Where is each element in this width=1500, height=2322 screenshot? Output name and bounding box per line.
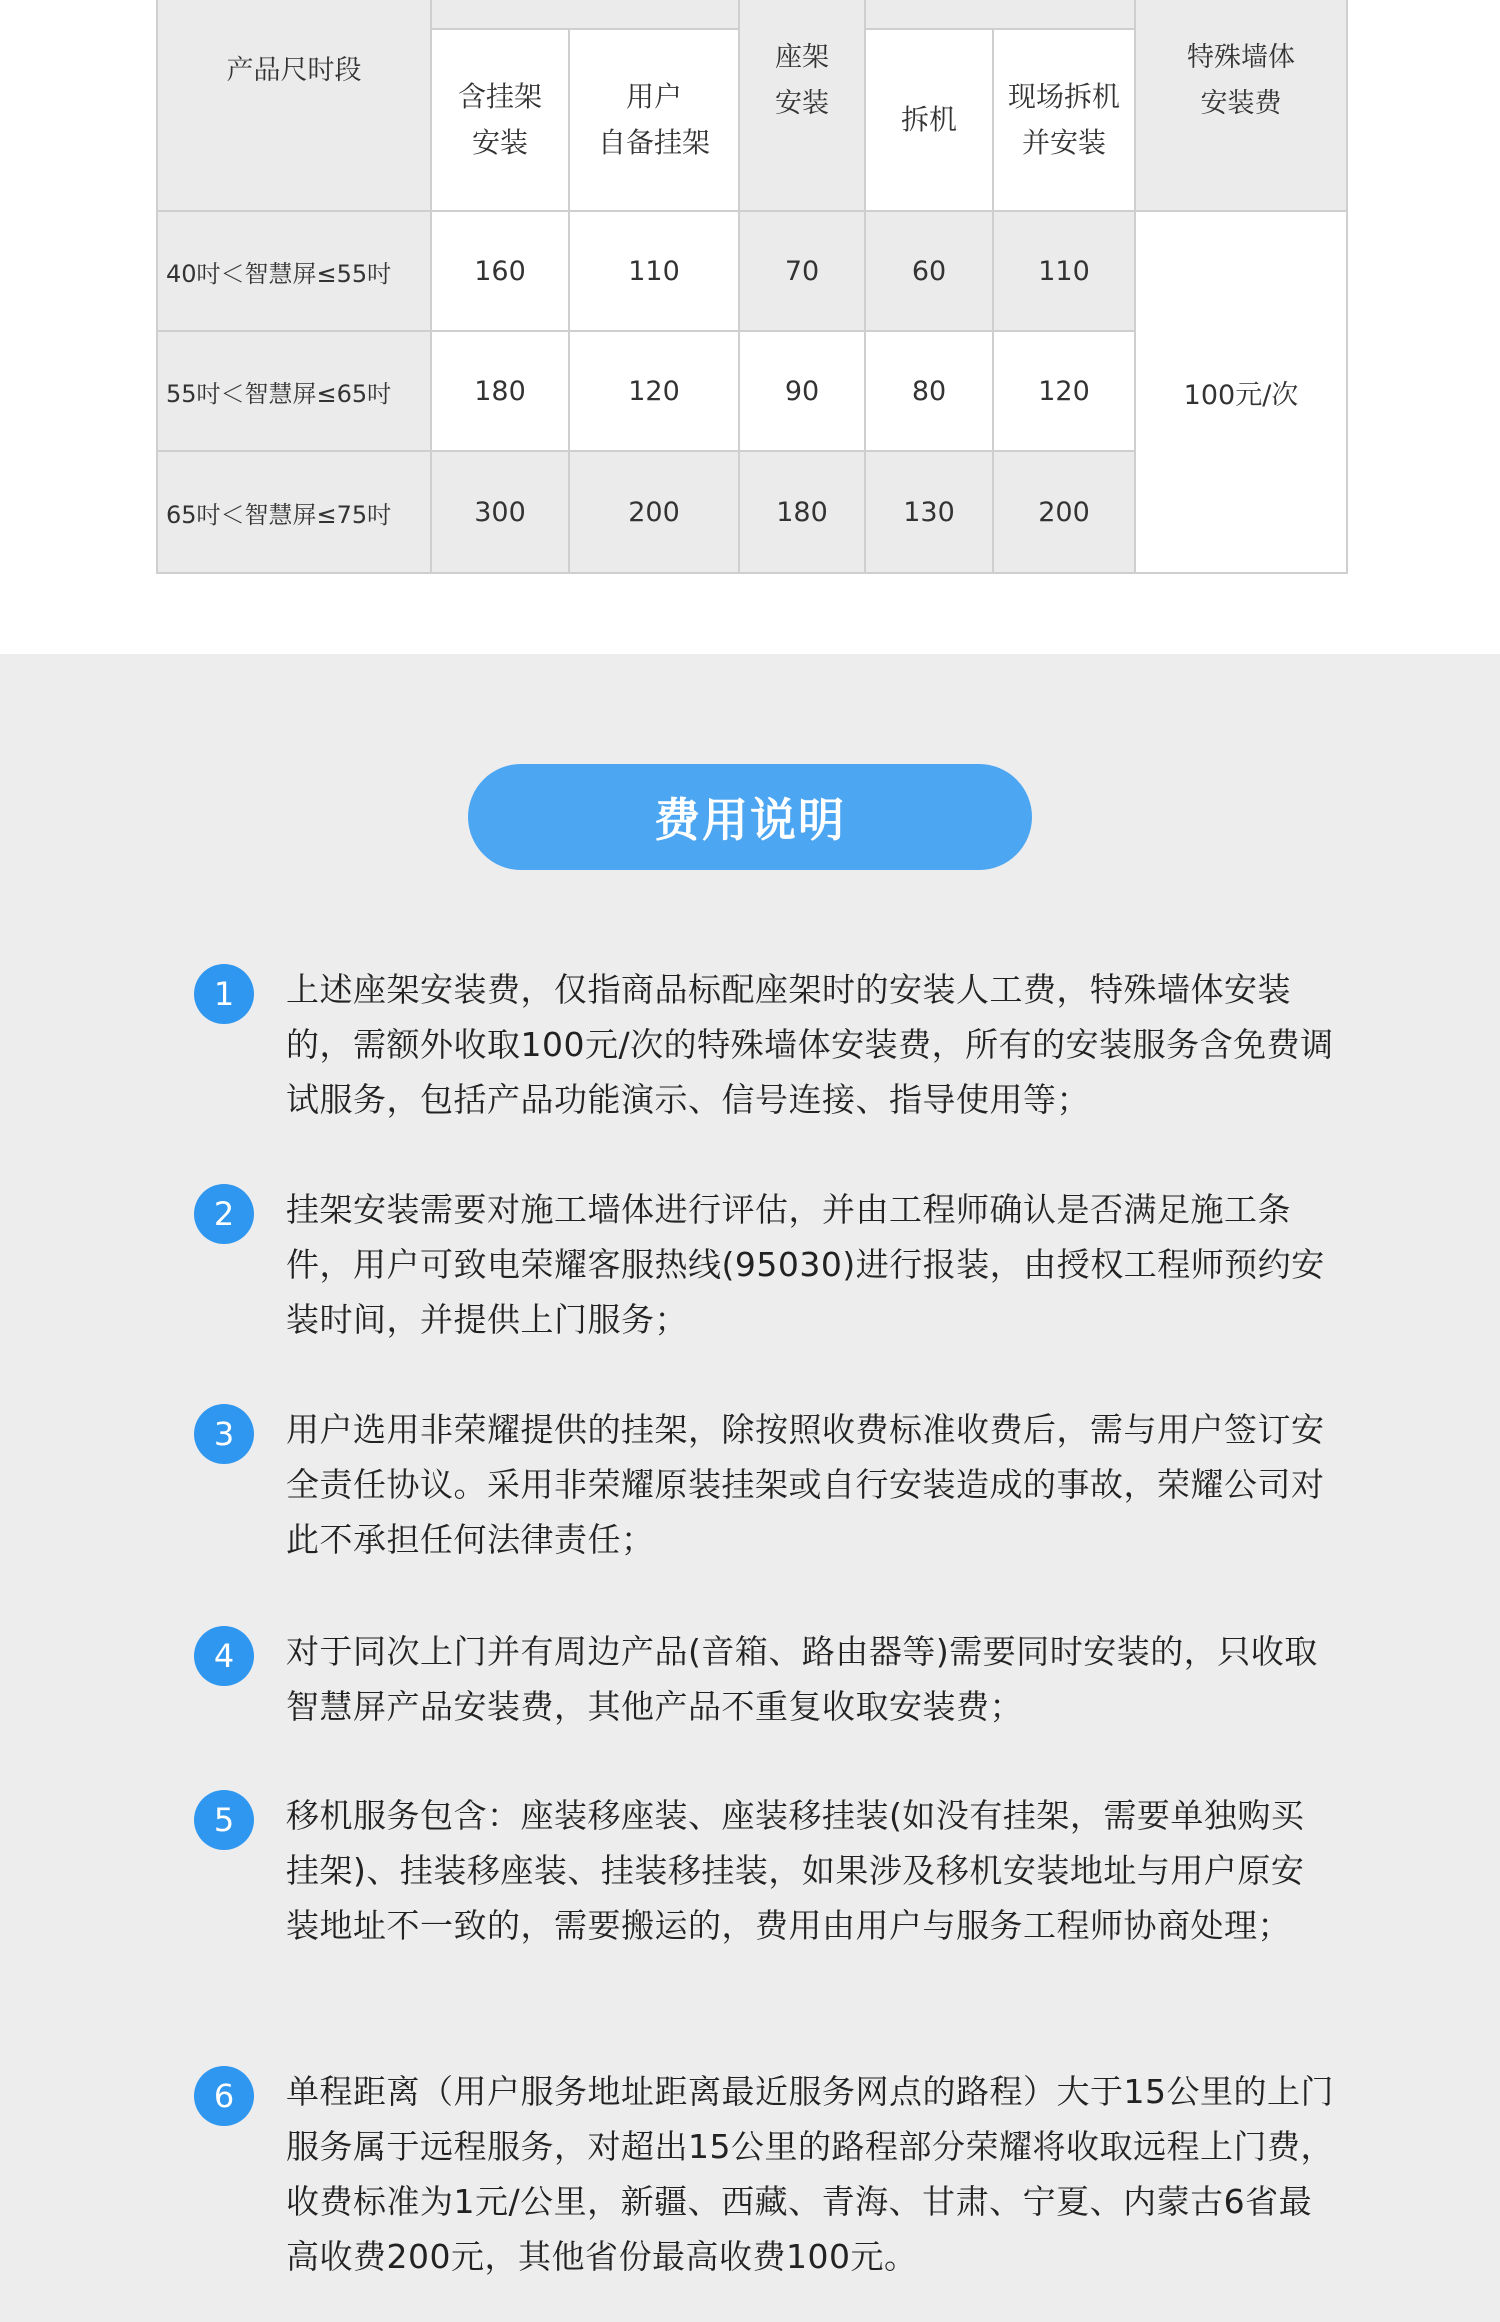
table-row bbox=[157, 211, 1347, 331]
cell-remove-install: 110 bbox=[993, 211, 1135, 331]
header-remove-install: 现场拆机 并安装 bbox=[993, 29, 1135, 211]
cell-seat: 90 bbox=[739, 331, 865, 451]
cell-remove: 60 bbox=[865, 211, 993, 331]
fee-table bbox=[156, 0, 1348, 574]
note-text: 上述座架安装费，仅指商品标配座架时的安装人工费，特殊墙体安装的，需额外收取100元/次的特殊墙体安装费，所有的安装服务含免费调试服务，包括产品功能演示、信号连接、指导使用等； bbox=[286, 970, 1334, 1119]
note-text: 用户选用非荣耀提供的挂架，除按照收费标准收费后，需与用户签订安全责任协议。采用非荣耀原装挂架或自行安装造成的事故，荣耀公司对此不承担任何法律责任； bbox=[286, 1410, 1325, 1559]
section-title-badge bbox=[468, 764, 1032, 870]
row-size: 55吋＜智慧屏≤65吋 bbox=[157, 331, 431, 451]
row-size: 40吋＜智慧屏≤55吋 bbox=[157, 211, 431, 331]
note-text: 单程距离（用户服务地址距离最近服务网点的路程）大于15公里的上门服务属于远程服务，对超出15公里的路程部分荣耀将收取远程上门费，收费标准为1元/公里，新疆、西藏、青海、甘肃、宁夏、内蒙古6省最高收费200元，其他省份最高收费100元。 bbox=[286, 2072, 1334, 2276]
cell-user: 120 bbox=[569, 331, 739, 451]
header-hang: 含挂架 安装 bbox=[431, 29, 569, 211]
cell-user: 110 bbox=[569, 211, 739, 331]
note-number-badge: 5 bbox=[194, 1790, 254, 1850]
note-number-badge: 6 bbox=[194, 2066, 254, 2126]
cell-remove-install: 200 bbox=[993, 451, 1135, 573]
note-number-badge: 4 bbox=[194, 1626, 254, 1686]
cell-seat: 180 bbox=[739, 451, 865, 573]
note-number-badge: 1 bbox=[194, 964, 254, 1024]
cell-hang: 180 bbox=[431, 331, 569, 451]
cell-remove: 80 bbox=[865, 331, 993, 451]
table-top-row bbox=[157, 0, 1347, 29]
cell-special-fee: 100元/次 bbox=[1135, 211, 1347, 573]
note-text: 对于同次上门并有周边产品(音箱、路由器等)需要同时安装的，只收取智慧屏产品安装费，其他产品不重复收取安装费； bbox=[286, 1632, 1318, 1726]
cell-hang: 160 bbox=[431, 211, 569, 331]
cell-remove: 130 bbox=[865, 451, 993, 573]
header-seat: 座架 安装 bbox=[739, 0, 865, 211]
header-size: 产品尺时段 bbox=[157, 0, 431, 211]
cell-hang: 300 bbox=[431, 451, 569, 573]
note-number-badge: 2 bbox=[194, 1184, 254, 1244]
row-size: 65吋＜智慧屏≤75吋 bbox=[157, 451, 431, 573]
header-group-hang bbox=[431, 0, 739, 29]
cell-remove-install: 120 bbox=[993, 331, 1135, 451]
note-number-badge: 3 bbox=[194, 1404, 254, 1464]
cell-user: 200 bbox=[569, 451, 739, 573]
note-text: 挂架安装需要对施工墙体进行评估，并由工程师确认是否满足施工条件，用户可致电荣耀客服热线(95030)进行报装，由授权工程师预约安装时间，并提供上门服务； bbox=[286, 1190, 1325, 1339]
cell-seat: 70 bbox=[739, 211, 865, 331]
fee-table-section bbox=[0, 0, 1500, 654]
note-text: 移机服务包含：座装移座装、座装移挂装(如没有挂架，需要单独购买挂架)、挂装移座装、挂装移挂装，如果涉及移机安装地址与用户原安装地址不一致的，需要搬运的，费用由用户与服务工程师协商处理； bbox=[286, 1796, 1305, 1945]
section-title: 费用说明 bbox=[654, 793, 846, 847]
header-remove: 拆机 bbox=[865, 29, 993, 211]
header-group-remove bbox=[865, 0, 1135, 29]
header-user-bracket: 用户 自备挂架 bbox=[569, 29, 739, 211]
header-special: 特殊墙体 安装费 bbox=[1135, 0, 1347, 211]
